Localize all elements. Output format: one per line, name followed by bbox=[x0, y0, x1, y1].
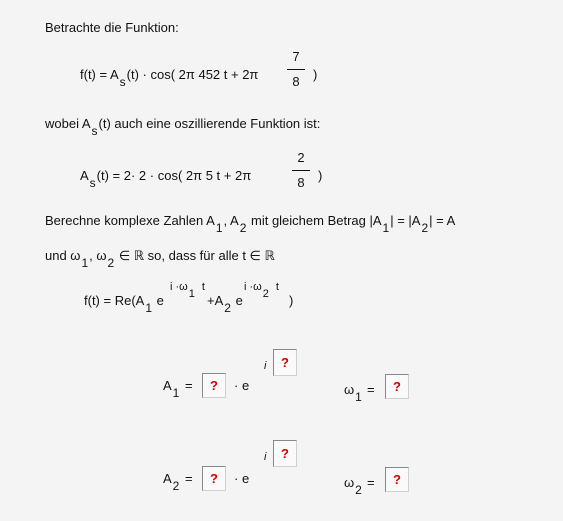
a1-equals: = bbox=[185, 378, 193, 393]
re-plus: +A bbox=[207, 293, 224, 308]
f-frac-num: 7 bbox=[292, 49, 300, 64]
as-frac-den: 8 bbox=[297, 175, 305, 190]
task1-d: | = |A bbox=[390, 213, 421, 228]
f-mid: (t) · cos( 2π 452 t + 2π bbox=[126, 67, 259, 82]
a1-label bbox=[163, 378, 180, 400]
re-e1: e bbox=[153, 293, 164, 308]
f-definition bbox=[80, 67, 259, 89]
re-formula bbox=[84, 293, 164, 315]
re-sub1: 1 bbox=[145, 301, 153, 315]
w2-label bbox=[344, 475, 363, 497]
a2-label bbox=[163, 471, 180, 493]
task-line-1 bbox=[45, 213, 456, 235]
w1-equals: = bbox=[367, 382, 375, 397]
re-exp2 bbox=[244, 280, 279, 300]
task-line-2 bbox=[45, 248, 275, 270]
re-e2: e bbox=[231, 293, 243, 308]
task1-sub1: 1 bbox=[215, 221, 223, 235]
task1-b: , A bbox=[223, 213, 239, 228]
as-mid: (t) = 2· 2 · cos( 2π 5 t + 2π bbox=[96, 168, 252, 183]
re-exp1-sub: 1 bbox=[188, 288, 195, 300]
w2-letter: ω bbox=[344, 475, 355, 490]
as-sub-s: s bbox=[89, 176, 96, 190]
w1-input[interactable] bbox=[385, 374, 409, 399]
a1-i: i bbox=[264, 360, 267, 372]
task2-sub1: 1 bbox=[81, 256, 89, 270]
a2-equals: = bbox=[185, 471, 193, 486]
as-close: ) bbox=[318, 168, 323, 183]
re-exp1-text: i ·ω bbox=[170, 281, 188, 293]
w2-placeholder: ? bbox=[393, 472, 401, 487]
task1-sub2: 2 bbox=[239, 221, 247, 235]
f-frac-den: 8 bbox=[292, 74, 300, 89]
task1-c: mit gleichem Betrag |A bbox=[247, 213, 382, 228]
a1-letter: A bbox=[163, 378, 172, 393]
re-exp2-t: t bbox=[275, 281, 279, 293]
f-lhs: f(t) = A bbox=[80, 67, 119, 82]
re-exp2-text: i ·ω bbox=[244, 281, 262, 293]
w2-equals: = bbox=[367, 475, 375, 490]
wobei-post: (t) auch eine oszillierende Funktion ist: bbox=[98, 116, 321, 131]
task2-b: , ω bbox=[89, 248, 107, 263]
as-fraction bbox=[286, 150, 316, 191]
a1-phase-input[interactable] bbox=[273, 349, 297, 376]
re-exp1 bbox=[170, 280, 205, 300]
task2-a: und ω bbox=[45, 248, 81, 263]
wobei-pre: wobei A bbox=[45, 116, 91, 131]
a1-dot-e: · e bbox=[234, 378, 250, 393]
task1-e: | = A bbox=[429, 213, 456, 228]
w1-sub: 1 bbox=[355, 390, 362, 404]
a1-magnitude-placeholder: ? bbox=[210, 378, 218, 393]
re-formula-2 bbox=[207, 293, 243, 315]
f-frac-bar bbox=[287, 69, 305, 70]
f-close: ) bbox=[313, 67, 318, 82]
f-sub-s: s bbox=[119, 75, 126, 89]
a2-magnitude-input[interactable] bbox=[202, 466, 226, 491]
w1-letter: ω bbox=[344, 382, 355, 397]
w2-sub: 2 bbox=[355, 483, 362, 497]
as-frac-bar bbox=[292, 170, 310, 171]
task2-sub2: 2 bbox=[107, 256, 115, 270]
a2-magnitude-placeholder: ? bbox=[210, 471, 218, 486]
task1-sub3: 1 bbox=[382, 221, 390, 235]
w2-input[interactable] bbox=[385, 467, 409, 492]
a1-sub: 1 bbox=[172, 386, 180, 400]
as-lhs: A bbox=[80, 168, 89, 183]
a2-phase-input[interactable] bbox=[273, 440, 297, 467]
as-definition bbox=[80, 168, 252, 190]
task2-c: ∈ ℝ so, dass für alle t ∈ ℝ bbox=[115, 248, 275, 263]
re-exp2-sub: 2 bbox=[262, 288, 269, 300]
w1-placeholder: ? bbox=[393, 379, 401, 394]
re-close: ) bbox=[289, 293, 294, 308]
intro-text: Betrachte die Funktion: bbox=[45, 20, 179, 35]
wobei-text bbox=[45, 116, 321, 138]
a1-phase-placeholder: ? bbox=[281, 355, 289, 370]
re-sub2: 2 bbox=[224, 301, 231, 315]
w1-label bbox=[344, 382, 363, 404]
a2-letter: A bbox=[163, 471, 172, 486]
a1-magnitude-input[interactable] bbox=[202, 373, 226, 398]
a2-sub: 2 bbox=[172, 479, 180, 493]
a2-i: i bbox=[264, 451, 267, 463]
a2-phase-placeholder: ? bbox=[281, 446, 289, 461]
wobei-sub: s bbox=[91, 124, 98, 138]
task1-a: Berechne komplexe Zahlen A bbox=[45, 213, 215, 228]
as-frac-num: 2 bbox=[297, 150, 305, 165]
re-exp1-t: t bbox=[201, 281, 205, 293]
task1-sub4: 2 bbox=[421, 221, 429, 235]
f-fraction bbox=[281, 49, 311, 90]
a2-dot-e: · e bbox=[234, 471, 250, 486]
re-a: f(t) = Re(A bbox=[84, 293, 145, 308]
